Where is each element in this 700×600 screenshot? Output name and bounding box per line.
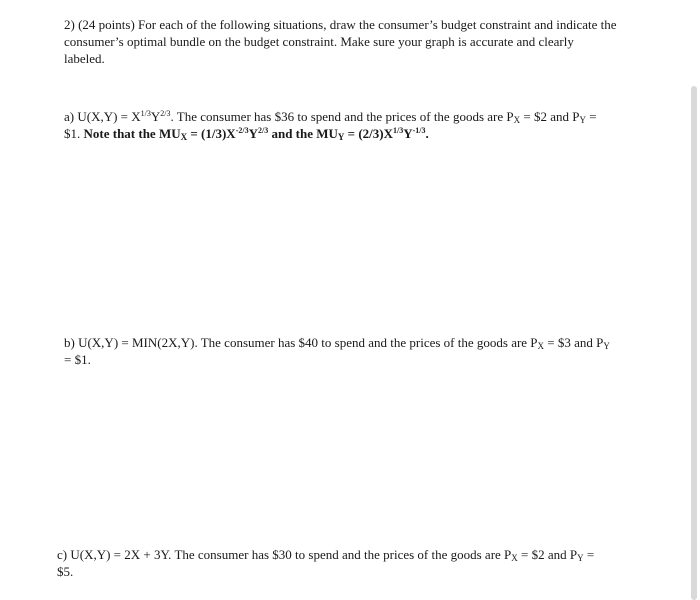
part-b-line-1: b) U(X,Y) = MIN(2X,Y). The consumer has $40 to spend and the prices of the goods are $P_X$ = $3 and $P_Y$ (64, 335, 610, 351)
intro-line-3: labeled. (64, 51, 105, 66)
marginal-utility-note: Note that the $MU_X = (1/3)X^{-2/3}Y^{2/3}$ and the $MU_Y = (2/3)X^{1/3}Y^{-1/3}$. (83, 126, 429, 142)
part-a-line-1: a) $U(X,Y) = X^{1/3}Y^{2/3}$. The consumer has $36 to spend and the prices of the goods are $P_X$ = $2 and $P_Y$ = (64, 109, 597, 125)
part-c-line-2: $5. (57, 564, 74, 579)
part-a (64, 108, 624, 142)
part-a-line-2: $1. Note that the $MU_X = (1/3)X^{-2/3}Y^{2/3}$ and the $MU_Y = (2/3)X^{1/3}Y^{-1/3}$. (64, 126, 429, 142)
part-b (64, 334, 626, 368)
part-c-line-1: c) U(X,Y) = 2X + 3Y. The consumer has $30 to spend and the prices of the goods are $P_X$ = $2 and $P_Y$ = (57, 547, 595, 563)
question-intro (64, 16, 624, 67)
scrollbar-thumb[interactable] (691, 86, 697, 600)
part-c (57, 546, 617, 580)
part-b-line-2: = $1. (64, 352, 91, 367)
vertical-scrollbar[interactable] (686, 0, 700, 600)
intro-line-2: consumer’s optimal bundle on the budget constraint. Make sure your graph is accurate and clearly (64, 34, 574, 49)
intro-line-1: 2) (24 points) For each of the following situations, draw the consumer’s budget constraint and indicate the (64, 17, 617, 32)
